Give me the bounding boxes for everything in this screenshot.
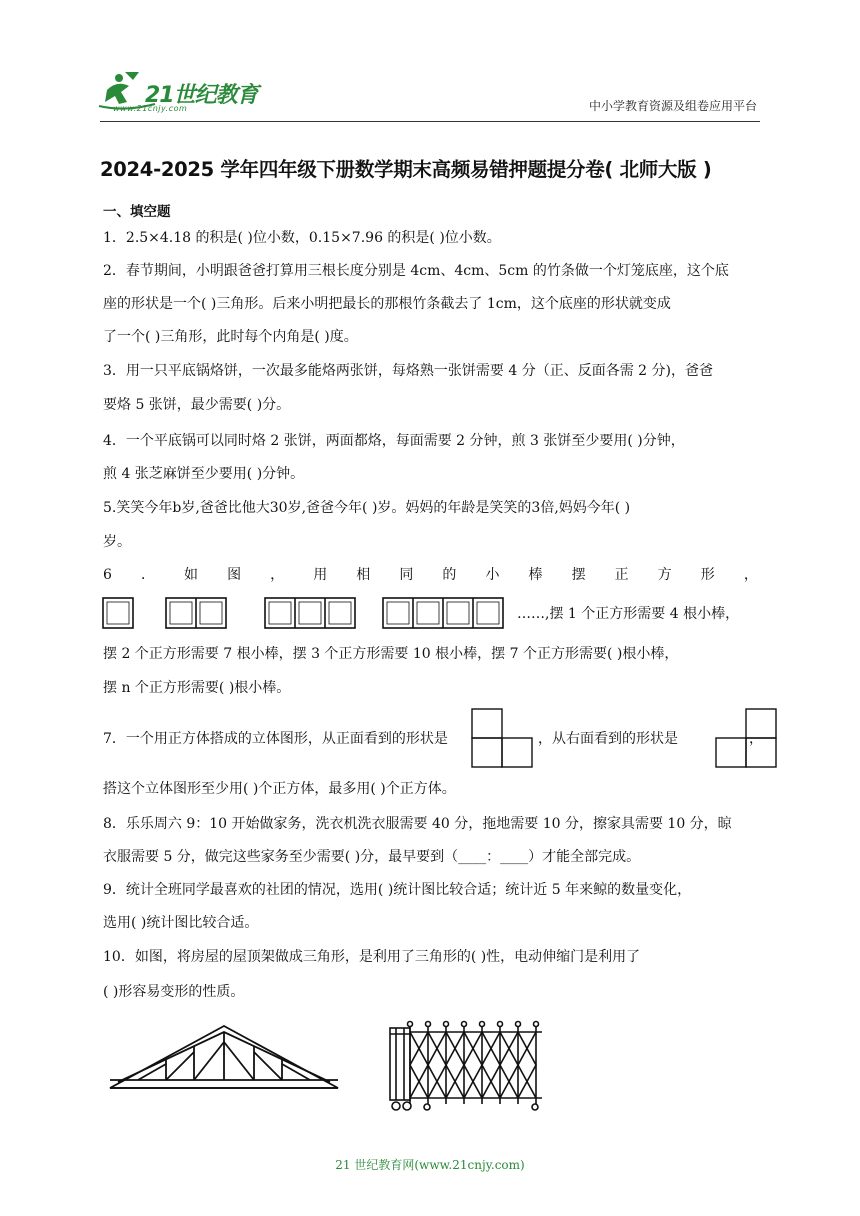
- section-title: 一、填空题: [103, 204, 171, 220]
- q4-line-1: 4．一个平底锅可以同时烙 2 张饼，两面都烙，每面需要 2 分钟，煎 3 张饼至少要用( )分钟，: [103, 433, 685, 449]
- matchstick-squares-figure: [100, 594, 510, 634]
- q7-line-1b: ，从右面看到的形状是: [538, 731, 678, 747]
- right-view-figure: [715, 708, 779, 768]
- roof-truss-figure: [108, 1022, 340, 1097]
- q6-word: 如: [184, 567, 199, 583]
- q7-line-2: 搭这个立体图形至少用( )个正方体，最多用( )个正方体。: [103, 781, 456, 797]
- q6-word: 相: [356, 567, 371, 583]
- q9-line-2: 选用( )统计图比较合适。: [103, 915, 259, 931]
- q6-word: ．: [140, 567, 155, 583]
- q7-line-1a: 7．一个用正方体搭成的立体图形，从正面看到的形状是: [103, 731, 448, 747]
- q6-word: ，: [743, 567, 758, 583]
- q10-line-1: 10．如图，将房屋的屋顶架做成三角形，是利用了三角形的( )性，电动伸缩门是利用了: [103, 949, 641, 965]
- retractable-gate-figure: [387, 1020, 547, 1112]
- q6-word: 棒: [528, 567, 543, 583]
- q9-line-1: 9．统计全班同学最喜欢的社团的情况，选用( )统计图比较合适；统计近 5 年来鲸的数量变化，: [103, 882, 692, 898]
- logo-url: www.21cnjy.com: [113, 104, 188, 113]
- q6-word: 方: [657, 567, 672, 583]
- page-footer: 21 世纪教育网(www.21cnjy.com): [335, 1158, 525, 1172]
- q6-line-3: 摆 2 个正方形需要 7 根小棒，摆 3 个正方形需要 10 根小棒，摆 7 个正方形需要( )根小棒，: [103, 646, 679, 662]
- q6-word: 形: [700, 567, 715, 583]
- q3-line-2: 要烙 5 张饼，最少需要( )分。: [103, 397, 291, 413]
- q2-line-3: 了一个( )三角形，此时每个内角是( )度。: [103, 329, 358, 345]
- front-view-figure: [471, 708, 535, 768]
- q8-line-2: 衣服需要 5 分，做完这些家务至少需要( )分，最早要到（____：____）才能全部完成。: [103, 849, 641, 865]
- q7-line-1c: ，: [749, 731, 763, 747]
- q6-word: 摆: [571, 567, 586, 583]
- q10-line-2: ( )形容易变形的性质。: [103, 984, 245, 1000]
- q6-word: 图: [227, 567, 242, 583]
- q5-line-2: 岁。: [103, 534, 131, 550]
- logo-text: 21世纪教育: [145, 83, 258, 108]
- q6-word: 正: [614, 567, 629, 583]
- q8-line-1: 8．乐乐周六 9：10 开始做家务，洗衣机洗衣服需要 40 分，拖地需要 10 分，擦家具需要 10 分，晾: [103, 816, 732, 832]
- page-title: 2024-2025 学年四年级下册数学期末高频易错押题提分卷( 北师大版 ): [100, 158, 712, 181]
- q5-line-1: 5.笑笑今年b岁,爸爸比他大30岁,爸爸今年( )岁。妈妈的年龄是笑笑的3倍,妈妈今年( ): [103, 500, 631, 516]
- q6-word: 同: [399, 567, 414, 583]
- q3-line-1: 3．用一只平底锅烙饼，一次最多能烙两张饼，每烙熟一张饼需要 4 分（正、反面各需 2 分)，爸爸: [103, 363, 713, 379]
- header-platform-text: 中小学教育资源及组卷应用平台: [588, 99, 757, 113]
- q6-line-1: [103, 566, 758, 584]
- q4-line-2: 煎 4 张芝麻饼至少要用( )分钟。: [103, 466, 305, 482]
- q6-word: ，: [270, 567, 285, 583]
- site-logo: [95, 68, 265, 114]
- q6-word: 小: [485, 567, 500, 583]
- q2-line-2: 座的形状是一个( )三角形。后来小明把最长的那根竹条截去了 1cm，这个底座的形状就变成: [103, 296, 671, 312]
- q2-line-1: 2．春节期间，小明跟爸爸打算用三根长度分别是 4cm、4cm、5cm 的竹条做一个灯笼底座，这个底: [103, 263, 729, 279]
- q6-word: 6: [103, 567, 112, 583]
- q1-line: 1．2.5×4.18 的积是( )位小数，0.15×7.96 的积是( )位小数。: [103, 230, 501, 246]
- q6-word: 用: [313, 567, 328, 583]
- header-divider: [100, 121, 760, 122]
- q6-line-2: ……,摆 1 个正方形需要 4 根小棒，: [517, 606, 740, 622]
- q6-line-4: 摆 n 个正方形需要( )根小棒。: [103, 680, 291, 696]
- q6-word: 的: [442, 567, 457, 583]
